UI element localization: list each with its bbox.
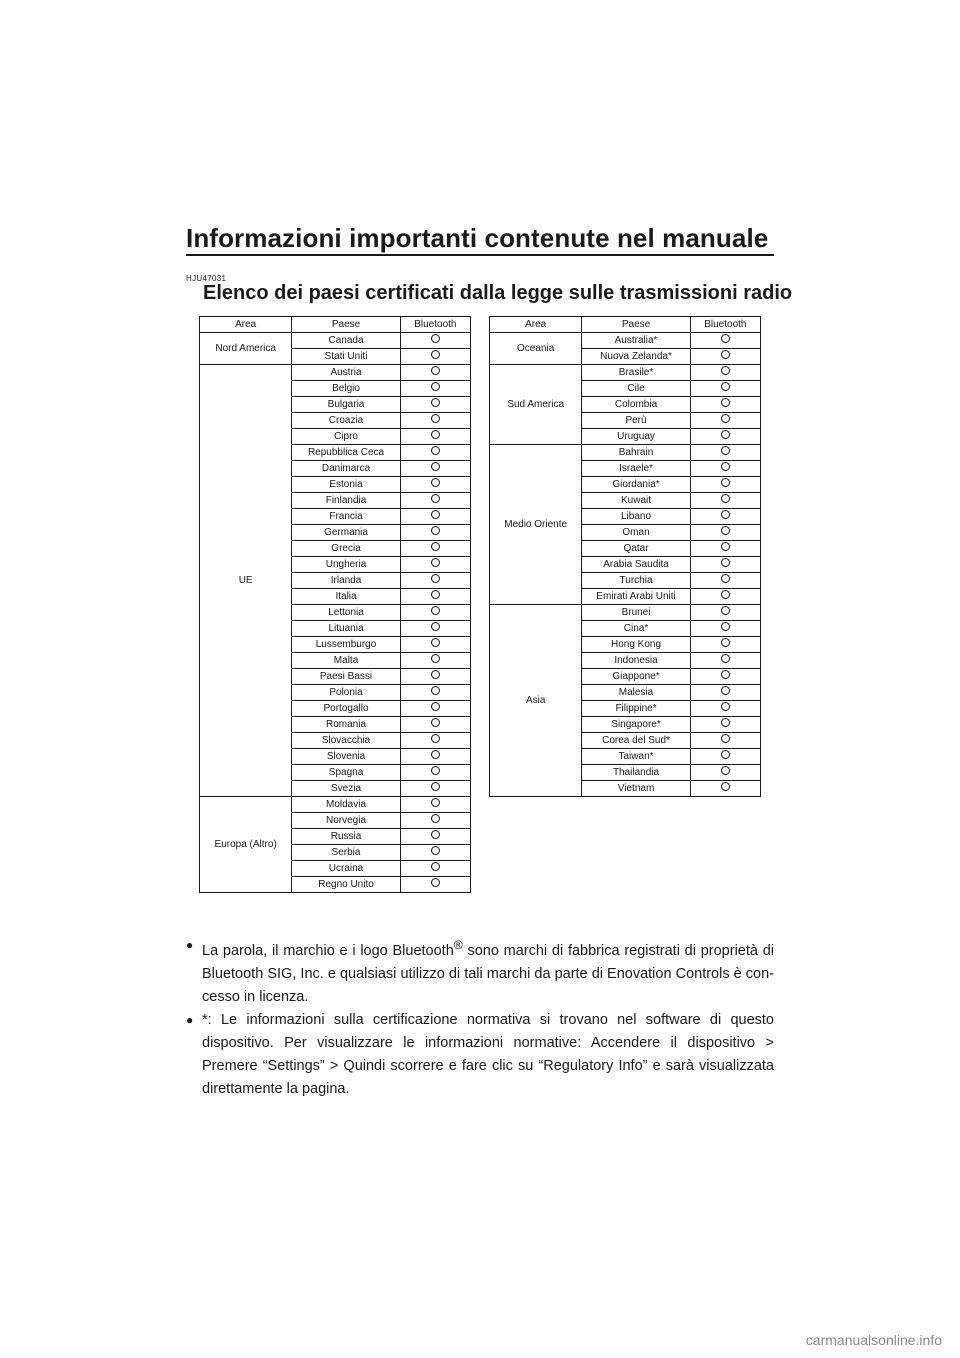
bluetooth-cell [400,365,470,381]
bluetooth-cell [400,701,470,717]
country-cell: Irlanda [292,573,400,589]
bluetooth-cell [690,717,760,733]
bluetooth-cell [690,701,760,717]
bluetooth-cell [690,349,760,365]
certified-circle-icon [431,334,440,343]
certified-circle-icon [431,606,440,615]
country-cell: Colombia [582,397,690,413]
bluetooth-cell [690,365,760,381]
certified-circle-icon [721,398,730,407]
bluetooth-cell [690,397,760,413]
bluetooth-cell [400,413,470,429]
table-header-row [200,317,471,333]
certification-table-right [489,316,761,797]
certified-circle-icon [431,478,440,487]
certified-circle-icon [721,686,730,695]
country-cell: Libano [582,509,690,525]
certified-circle-icon [431,798,440,807]
certified-circle-icon [431,430,440,439]
bluetooth-cell [400,685,470,701]
table-row [490,445,761,461]
certified-circle-icon [721,526,730,535]
country-cell: Lettonia [292,605,400,621]
country-cell: Italia [292,589,400,605]
country-cell: Thailandia [582,765,690,781]
country-cell: Qatar [582,541,690,557]
bluetooth-cell [400,845,470,861]
area-cell: UE [200,365,292,797]
country-cell: Indonesia [582,653,690,669]
certified-circle-icon [431,462,440,471]
area-cell: Europa (Altro) [200,797,292,893]
bluetooth-cell [400,589,470,605]
certified-circle-icon [721,782,730,791]
bluetooth-cell [400,765,470,781]
bluetooth-cell [690,541,760,557]
country-cell: Nuova Zelanda* [582,349,690,365]
certified-circle-icon [431,558,440,567]
country-cell: Norvegia [292,813,400,829]
certified-circle-icon [721,654,730,663]
country-cell: Brasile* [582,365,690,381]
country-cell: Giappone* [582,669,690,685]
certified-circle-icon [721,494,730,503]
country-cell: Romania [292,717,400,733]
table-row [200,365,471,381]
certified-circle-icon [721,590,730,599]
bluetooth-cell [400,637,470,653]
bluetooth-cell [400,797,470,813]
certified-circle-icon [721,382,730,391]
header-area: Area [490,317,582,333]
country-cell: Cipro [292,429,400,445]
bluetooth-cell [690,637,760,653]
country-cell: Giordania* [582,477,690,493]
country-cell: Hong Kong [582,637,690,653]
country-cell: Paesi Bassi [292,669,400,685]
certified-circle-icon [721,670,730,679]
certified-circle-icon [431,638,440,647]
bluetooth-cell [400,781,470,797]
certified-circle-icon [721,414,730,423]
country-cell: Stati Uniti [292,349,400,365]
bluetooth-cell [400,477,470,493]
certified-circle-icon [431,702,440,711]
bluetooth-cell [690,525,760,541]
certified-circle-icon [431,830,440,839]
bluetooth-cell [400,557,470,573]
certified-circle-icon [431,670,440,679]
country-cell: Filippine* [582,701,690,717]
country-cell: Brunei [582,605,690,621]
area-cell: Sud America [490,365,582,445]
certified-circle-icon [721,574,730,583]
country-cell: Singapore* [582,717,690,733]
country-cell: Oman [582,525,690,541]
table-header-row [490,317,761,333]
table-row [490,365,761,381]
bluetooth-cell [400,877,470,893]
header-paese: Paese [292,317,400,333]
country-cell: Spagna [292,765,400,781]
bluetooth-cell [690,669,760,685]
certification-table-left [199,316,471,893]
area-cell: Nord America [200,333,292,365]
bluetooth-cell [400,829,470,845]
country-cell: Australia* [582,333,690,349]
header-area: Area [200,317,292,333]
header-bluetooth: Bluetooth [400,317,470,333]
certified-circle-icon [431,846,440,855]
certified-circle-icon [431,526,440,535]
bluetooth-cell [400,381,470,397]
bluetooth-cell [400,573,470,589]
certified-circle-icon [721,510,730,519]
bluetooth-cell [690,429,760,445]
bluetooth-cell [690,685,760,701]
certified-circle-icon [431,766,440,775]
certified-circle-icon [431,366,440,375]
country-cell: Polonia [292,685,400,701]
certified-circle-icon [431,494,440,503]
country-cell: Moldavia [292,797,400,813]
bluetooth-cell [690,653,760,669]
watermark: carmanualsonline.info [805,1332,942,1348]
country-cell: Bulgaria [292,397,400,413]
country-cell: Uruguay [582,429,690,445]
bluetooth-cell [690,333,760,349]
bluetooth-cell [690,765,760,781]
country-cell: Serbia [292,845,400,861]
country-cell: Kuwait [582,493,690,509]
country-cell: Malta [292,653,400,669]
certified-circle-icon [721,622,730,631]
bluetooth-cell [690,461,760,477]
note-text: sono marchi di fabbrica registrati di proprietà di Bluetooth SIG, Inc. e qualsiasi utilizzo di tali marchi da parte di Enovation Controls è con-cesso in licenza. [202,942,774,1005]
country-cell: Croazia [292,413,400,429]
note-text: *: Le informazioni sulla certificazione normativa si trovano nel software di questo dispositivo. Per visualizzare le informazioni normative: Accendere il dispositivo > Premere “Settings” > Quindi scorrere e fare clic su “Regulatory Info” e sarà visualizzata direttamente la pagina. [202,1011,774,1097]
country-cell: Belgio [292,381,400,397]
country-cell: Perù [582,413,690,429]
certified-circle-icon [431,382,440,391]
country-cell: Lussemburgo [292,637,400,653]
bluetooth-cell [690,477,760,493]
certified-circle-icon [721,702,730,711]
bluetooth-cell [400,541,470,557]
certified-circle-icon [431,414,440,423]
bluetooth-cell [400,717,470,733]
country-cell: Ungheria [292,557,400,573]
bluetooth-cell [400,621,470,637]
country-cell: Estonia [292,477,400,493]
header-paese: Paese [582,317,690,333]
country-cell: Israele* [582,461,690,477]
table-row [200,797,471,813]
section-title: Elenco dei paesi certificati dalla legge sulle trasmissioni radio [203,282,793,304]
certified-circle-icon [431,398,440,407]
bluetooth-cell [690,749,760,765]
country-cell: Arabia Saudita [582,557,690,573]
country-cell: Slovacchia [292,733,400,749]
country-cell: Austria [292,365,400,381]
certified-circle-icon [431,590,440,599]
certified-circle-icon [431,686,440,695]
bluetooth-cell [400,461,470,477]
country-cell: Turchia [582,573,690,589]
table-row [200,333,471,349]
country-cell: Cile [582,381,690,397]
registered-mark: ® [453,938,463,952]
bluetooth-cell [690,493,760,509]
note-bluetooth-trademark [186,934,774,1009]
certified-circle-icon [431,350,440,359]
certified-circle-icon [431,542,440,551]
certified-circle-icon [721,606,730,615]
certified-circle-icon [431,446,440,455]
bluetooth-cell [690,381,760,397]
bluetooth-cell [400,749,470,765]
bullet-icon: ● [186,1012,194,1027]
country-cell: Malesia [582,685,690,701]
country-cell: Ucraina [292,861,400,877]
country-cell: Canada [292,333,400,349]
country-cell: Germania [292,525,400,541]
country-cell: Cina* [582,621,690,637]
bluetooth-cell [400,669,470,685]
certified-circle-icon [721,766,730,775]
country-cell: Francia [292,509,400,525]
certified-circle-icon [721,718,730,727]
country-cell: Russia [292,829,400,845]
certified-circle-icon [721,750,730,759]
bluetooth-cell [400,429,470,445]
country-cell: Portogallo [292,701,400,717]
certified-circle-icon [431,878,440,887]
country-cell: Lituania [292,621,400,637]
country-cell: Slovenia [292,749,400,765]
area-cell: Oceania [490,333,582,365]
bluetooth-cell [690,621,760,637]
certified-circle-icon [431,510,440,519]
certified-circle-icon [721,350,730,359]
bullet-icon: ● [186,938,194,952]
certified-circle-icon [431,782,440,791]
page-title: Informazioni importanti contenute nel manuale [186,222,774,256]
country-cell: Taiwan* [582,749,690,765]
certified-circle-icon [721,430,730,439]
bluetooth-cell [400,733,470,749]
country-cell: Svezia [292,781,400,797]
bluetooth-cell [400,445,470,461]
country-cell: Emirati Arabi Uniti [582,589,690,605]
bluetooth-cell [400,861,470,877]
bluetooth-cell [690,733,760,749]
certified-circle-icon [431,750,440,759]
country-cell: Grecia [292,541,400,557]
notes-list [186,934,774,1101]
bluetooth-cell [400,349,470,365]
header-bluetooth: Bluetooth [690,317,760,333]
certified-circle-icon [721,478,730,487]
bluetooth-cell [690,781,760,797]
certified-circle-icon [721,638,730,647]
bluetooth-cell [690,413,760,429]
bluetooth-cell [400,653,470,669]
certified-circle-icon [721,734,730,743]
bluetooth-cell [400,397,470,413]
country-cell: Corea del Sud* [582,733,690,749]
table-row [490,333,761,349]
bluetooth-cell [400,813,470,829]
country-cell: Bahrain [582,445,690,461]
certified-circle-icon [721,462,730,471]
bluetooth-cell [400,605,470,621]
bluetooth-cell [400,525,470,541]
country-cell: Regno Unito [292,877,400,893]
bluetooth-cell [690,605,760,621]
certified-circle-icon [431,654,440,663]
certified-circle-icon [431,622,440,631]
bluetooth-cell [400,333,470,349]
note-text: La parola, il marchio e i logo Bluetooth [202,942,454,959]
bluetooth-cell [400,493,470,509]
bluetooth-cell [690,557,760,573]
certified-circle-icon [721,446,730,455]
country-cell: Finlandia [292,493,400,509]
bluetooth-cell [690,509,760,525]
country-cell: Vietnam [582,781,690,797]
area-cell: Medio Oriente [490,445,582,605]
certified-circle-icon [431,734,440,743]
certified-circle-icon [721,542,730,551]
certified-circle-icon [431,574,440,583]
certified-circle-icon [431,814,440,823]
certified-circle-icon [721,334,730,343]
certified-circle-icon [431,718,440,727]
bluetooth-cell [690,445,760,461]
certified-circle-icon [721,366,730,375]
country-cell: Repubblica Ceca [292,445,400,461]
area-cell: Asia [490,605,582,797]
bluetooth-cell [690,589,760,605]
country-cell: Danimarca [292,461,400,477]
certified-circle-icon [721,558,730,567]
bluetooth-cell [400,509,470,525]
section-code: HJU47031 [186,274,227,283]
certified-circle-icon [431,862,440,871]
bluetooth-cell [690,573,760,589]
note-certification-info [186,1009,774,1101]
table-row [490,605,761,621]
